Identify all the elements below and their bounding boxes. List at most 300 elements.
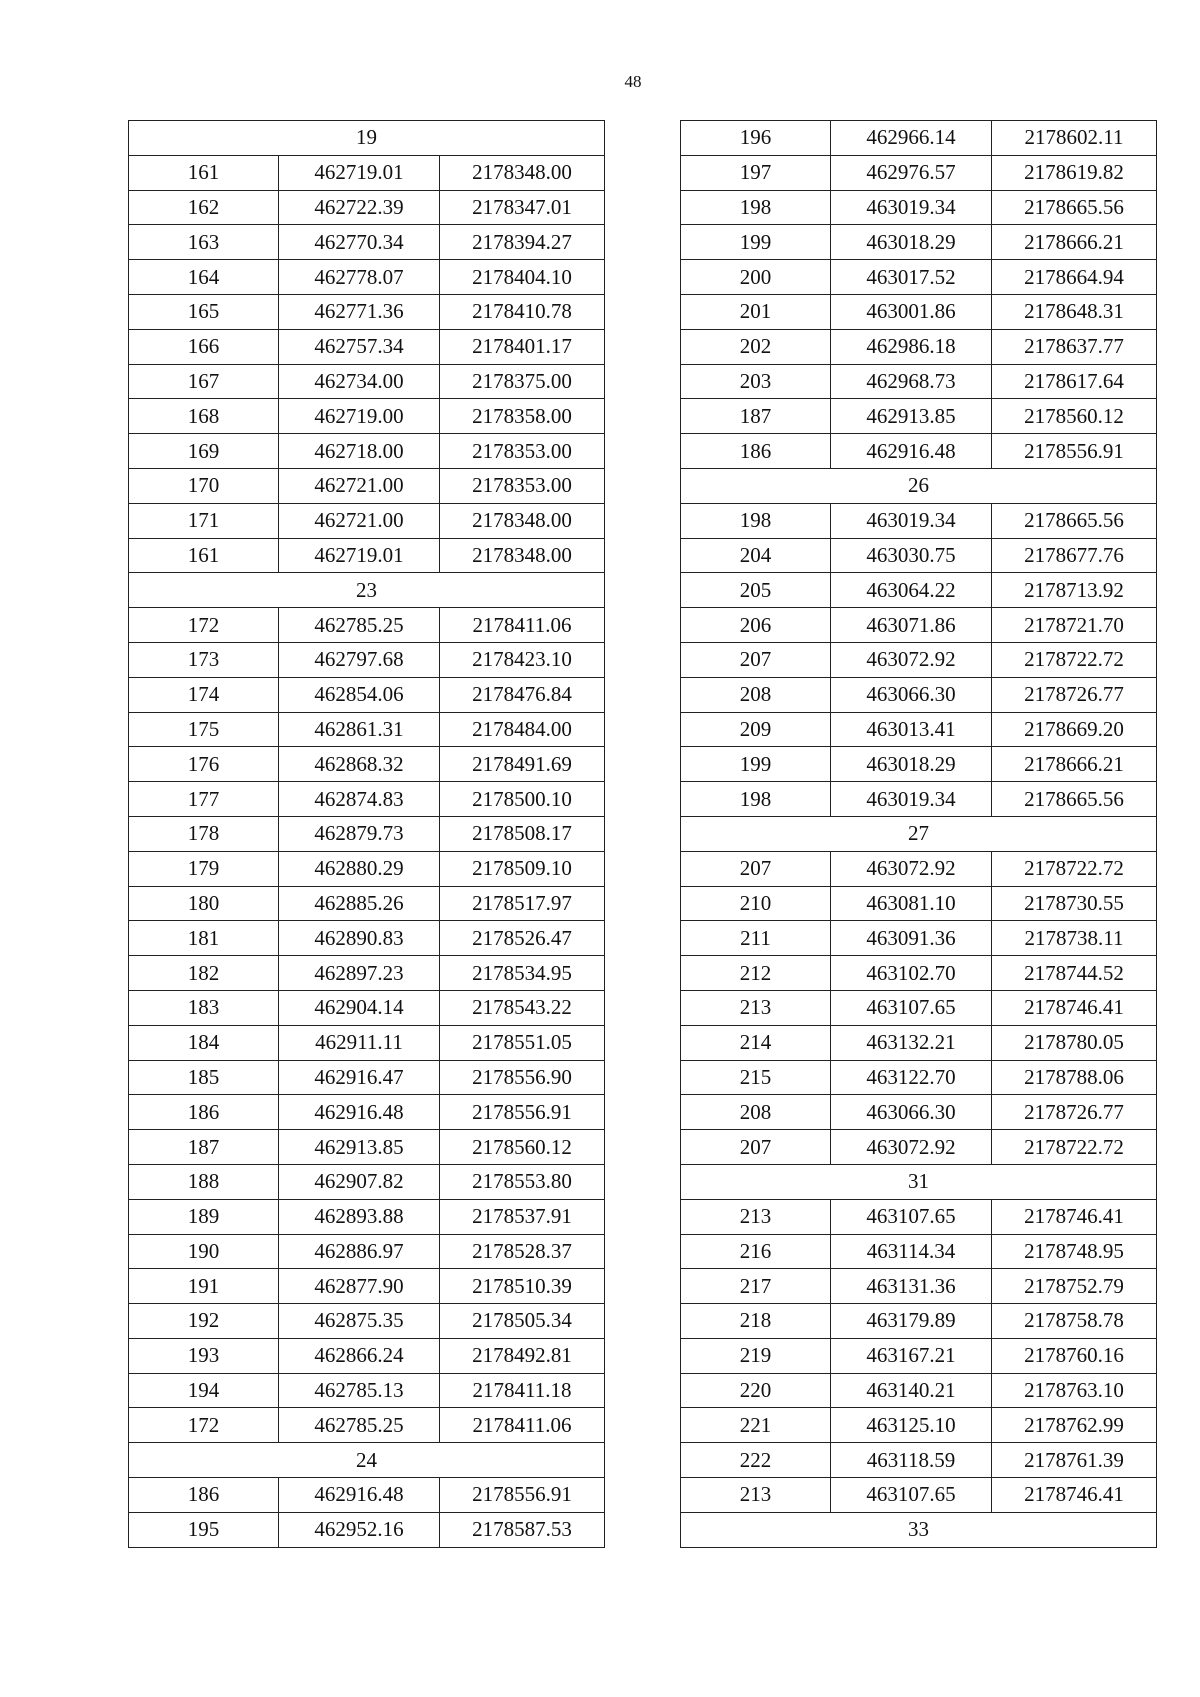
table-row — [129, 1060, 605, 1095]
point-id-cell: 207 — [681, 642, 831, 677]
x-coordinate-cell: 463107.65 — [831, 990, 992, 1025]
table-row — [129, 155, 605, 190]
table-row — [129, 1025, 605, 1060]
y-coordinate-cell: 2178780.05 — [992, 1025, 1157, 1060]
point-id-cell: 211 — [681, 921, 831, 956]
table-row — [681, 677, 1157, 712]
x-coordinate-cell: 463018.29 — [831, 747, 992, 782]
y-coordinate-cell: 2178543.22 — [440, 990, 605, 1025]
point-id-cell: 201 — [681, 294, 831, 329]
y-coordinate-cell: 2178761.39 — [992, 1443, 1157, 1478]
point-id-cell: 207 — [681, 1130, 831, 1165]
table-row — [681, 294, 1157, 329]
table-row — [681, 642, 1157, 677]
point-id-cell: 192 — [129, 1304, 279, 1339]
x-coordinate-cell: 463122.70 — [831, 1060, 992, 1095]
y-coordinate-cell: 2178491.69 — [440, 747, 605, 782]
x-coordinate-cell: 462785.25 — [279, 608, 440, 643]
point-id-cell: 198 — [681, 190, 831, 225]
table-row — [681, 538, 1157, 573]
point-id-cell: 221 — [681, 1408, 831, 1443]
table-row — [681, 364, 1157, 399]
x-coordinate-cell: 463018.29 — [831, 225, 992, 260]
section-header-row — [129, 573, 605, 608]
table-row — [681, 990, 1157, 1025]
table-row — [681, 573, 1157, 608]
table-row — [681, 851, 1157, 886]
point-id-cell: 200 — [681, 260, 831, 295]
x-coordinate-cell: 463179.89 — [831, 1304, 992, 1339]
y-coordinate-cell: 2178637.77 — [992, 329, 1157, 364]
y-coordinate-cell: 2178556.90 — [440, 1060, 605, 1095]
y-coordinate-cell: 2178509.10 — [440, 851, 605, 886]
x-coordinate-cell: 462916.47 — [279, 1060, 440, 1095]
point-id-cell: 183 — [129, 990, 279, 1025]
x-coordinate-cell: 463132.21 — [831, 1025, 992, 1060]
point-id-cell: 167 — [129, 364, 279, 399]
table-row — [129, 1269, 605, 1304]
table-row — [681, 1095, 1157, 1130]
x-coordinate-cell: 463091.36 — [831, 921, 992, 956]
x-coordinate-cell: 462778.07 — [279, 260, 440, 295]
table-row — [129, 608, 605, 643]
y-coordinate-cell: 2178587.53 — [440, 1512, 605, 1547]
x-coordinate-cell: 462893.88 — [279, 1199, 440, 1234]
x-coordinate-cell: 462879.73 — [279, 816, 440, 851]
table-row — [129, 1164, 605, 1199]
y-coordinate-cell: 2178347.01 — [440, 190, 605, 225]
point-id-cell: 212 — [681, 956, 831, 991]
table-row — [129, 747, 605, 782]
table-row — [681, 886, 1157, 921]
x-coordinate-cell: 462904.14 — [279, 990, 440, 1025]
x-coordinate-cell: 462718.00 — [279, 434, 440, 469]
point-id-cell: 196 — [681, 121, 831, 156]
point-id-cell: 213 — [681, 990, 831, 1025]
y-coordinate-cell: 2178556.91 — [992, 434, 1157, 469]
x-coordinate-cell: 463072.92 — [831, 1130, 992, 1165]
table-row — [681, 1478, 1157, 1513]
x-coordinate-cell: 463066.30 — [831, 677, 992, 712]
y-coordinate-cell: 2178560.12 — [992, 399, 1157, 434]
y-coordinate-cell: 2178746.41 — [992, 1199, 1157, 1234]
section-number: 31 — [681, 1164, 1157, 1199]
x-coordinate-cell: 462952.16 — [279, 1512, 440, 1547]
x-coordinate-cell: 462866.24 — [279, 1338, 440, 1373]
y-coordinate-cell: 2178648.31 — [992, 294, 1157, 329]
point-id-cell: 222 — [681, 1443, 831, 1478]
y-coordinate-cell: 2178666.21 — [992, 747, 1157, 782]
point-id-cell: 191 — [129, 1269, 279, 1304]
point-id-cell: 202 — [681, 329, 831, 364]
y-coordinate-cell: 2178760.16 — [992, 1338, 1157, 1373]
x-coordinate-cell: 463030.75 — [831, 538, 992, 573]
table-row — [129, 816, 605, 851]
x-coordinate-cell: 462861.31 — [279, 712, 440, 747]
point-id-cell: 180 — [129, 886, 279, 921]
point-id-cell: 166 — [129, 329, 279, 364]
coordinate-table-right — [680, 120, 1157, 1548]
point-id-cell: 193 — [129, 1338, 279, 1373]
y-coordinate-cell: 2178526.47 — [440, 921, 605, 956]
point-id-cell: 198 — [681, 782, 831, 817]
table-row — [129, 329, 605, 364]
point-id-cell: 207 — [681, 851, 831, 886]
y-coordinate-cell: 2178508.17 — [440, 816, 605, 851]
x-coordinate-cell: 462722.39 — [279, 190, 440, 225]
table-row — [681, 1234, 1157, 1269]
x-coordinate-cell: 462874.83 — [279, 782, 440, 817]
table-row — [681, 956, 1157, 991]
y-coordinate-cell: 2178553.80 — [440, 1164, 605, 1199]
point-id-cell: 208 — [681, 677, 831, 712]
y-coordinate-cell: 2178348.00 — [440, 503, 605, 538]
y-coordinate-cell: 2178746.41 — [992, 1478, 1157, 1513]
point-id-cell: 197 — [681, 155, 831, 190]
x-coordinate-cell: 463107.65 — [831, 1478, 992, 1513]
point-id-cell: 189 — [129, 1199, 279, 1234]
y-coordinate-cell: 2178722.72 — [992, 642, 1157, 677]
x-coordinate-cell: 462911.11 — [279, 1025, 440, 1060]
x-coordinate-cell: 463167.21 — [831, 1338, 992, 1373]
table-row — [681, 155, 1157, 190]
x-coordinate-cell: 462880.29 — [279, 851, 440, 886]
table-row — [129, 782, 605, 817]
table-row — [129, 1512, 605, 1547]
y-coordinate-cell: 2178748.95 — [992, 1234, 1157, 1269]
table-row — [129, 851, 605, 886]
y-coordinate-cell: 2178476.84 — [440, 677, 605, 712]
page-number: 48 — [624, 72, 642, 91]
table-row — [681, 1130, 1157, 1165]
table-row — [129, 1304, 605, 1339]
x-coordinate-cell: 462785.25 — [279, 1408, 440, 1443]
y-coordinate-cell: 2178348.00 — [440, 155, 605, 190]
y-coordinate-cell: 2178375.00 — [440, 364, 605, 399]
y-coordinate-cell: 2178763.10 — [992, 1373, 1157, 1408]
y-coordinate-cell: 2178423.10 — [440, 642, 605, 677]
table-row — [681, 399, 1157, 434]
x-coordinate-cell: 463140.21 — [831, 1373, 992, 1408]
table-row — [681, 712, 1157, 747]
x-coordinate-cell: 463131.36 — [831, 1269, 992, 1304]
x-coordinate-cell: 462968.73 — [831, 364, 992, 399]
y-coordinate-cell: 2178758.78 — [992, 1304, 1157, 1339]
x-coordinate-cell: 462868.32 — [279, 747, 440, 782]
y-coordinate-cell: 2178560.12 — [440, 1130, 605, 1165]
y-coordinate-cell: 2178505.34 — [440, 1304, 605, 1339]
y-coordinate-cell: 2178358.00 — [440, 399, 605, 434]
x-coordinate-cell: 462877.90 — [279, 1269, 440, 1304]
table-row — [681, 1304, 1157, 1339]
section-header-row — [681, 468, 1157, 503]
y-coordinate-cell: 2178738.11 — [992, 921, 1157, 956]
table-row — [129, 190, 605, 225]
x-coordinate-cell: 462916.48 — [279, 1095, 440, 1130]
y-coordinate-cell: 2178726.77 — [992, 1095, 1157, 1130]
y-coordinate-cell: 2178500.10 — [440, 782, 605, 817]
point-id-cell: 194 — [129, 1373, 279, 1408]
x-coordinate-cell: 463001.86 — [831, 294, 992, 329]
section-number: 23 — [129, 573, 605, 608]
point-id-cell: 216 — [681, 1234, 831, 1269]
point-id-cell: 161 — [129, 155, 279, 190]
table-row — [681, 503, 1157, 538]
x-coordinate-cell: 463125.10 — [831, 1408, 992, 1443]
section-number: 27 — [681, 816, 1157, 851]
table-row — [129, 1478, 605, 1513]
y-coordinate-cell: 2178713.92 — [992, 573, 1157, 608]
y-coordinate-cell: 2178401.17 — [440, 329, 605, 364]
point-id-cell: 173 — [129, 642, 279, 677]
point-id-cell: 186 — [129, 1478, 279, 1513]
point-id-cell: 161 — [129, 538, 279, 573]
y-coordinate-cell: 2178528.37 — [440, 1234, 605, 1269]
y-coordinate-cell: 2178726.77 — [992, 677, 1157, 712]
coordinate-table-left — [128, 120, 605, 1548]
x-coordinate-cell: 463107.65 — [831, 1199, 992, 1234]
x-coordinate-cell: 463072.92 — [831, 642, 992, 677]
point-id-cell: 217 — [681, 1269, 831, 1304]
y-coordinate-cell: 2178619.82 — [992, 155, 1157, 190]
table-row — [129, 886, 605, 921]
y-coordinate-cell: 2178722.72 — [992, 1130, 1157, 1165]
y-coordinate-cell: 2178602.11 — [992, 121, 1157, 156]
table-row — [681, 1025, 1157, 1060]
table-row — [681, 434, 1157, 469]
point-id-cell: 162 — [129, 190, 279, 225]
y-coordinate-cell: 2178721.70 — [992, 608, 1157, 643]
point-id-cell: 213 — [681, 1478, 831, 1513]
table-row — [681, 1443, 1157, 1478]
x-coordinate-cell: 463019.34 — [831, 782, 992, 817]
y-coordinate-cell: 2178730.55 — [992, 886, 1157, 921]
x-coordinate-cell: 462886.97 — [279, 1234, 440, 1269]
y-coordinate-cell: 2178394.27 — [440, 225, 605, 260]
point-id-cell: 184 — [129, 1025, 279, 1060]
table-row — [129, 642, 605, 677]
x-coordinate-cell: 463019.34 — [831, 503, 992, 538]
y-coordinate-cell: 2178664.94 — [992, 260, 1157, 295]
table-row — [129, 468, 605, 503]
table-row — [129, 990, 605, 1025]
y-coordinate-cell: 2178669.20 — [992, 712, 1157, 747]
y-coordinate-cell: 2178534.95 — [440, 956, 605, 991]
x-coordinate-cell: 462913.85 — [279, 1130, 440, 1165]
point-id-cell: 176 — [129, 747, 279, 782]
table-row — [129, 956, 605, 991]
section-header-row — [681, 1512, 1157, 1547]
x-coordinate-cell: 462757.34 — [279, 329, 440, 364]
point-id-cell: 172 — [129, 608, 279, 643]
x-coordinate-cell: 462885.26 — [279, 886, 440, 921]
table-row — [129, 1338, 605, 1373]
section-header-row — [681, 816, 1157, 851]
x-coordinate-cell: 462875.35 — [279, 1304, 440, 1339]
table-row — [129, 260, 605, 295]
point-id-cell: 178 — [129, 816, 279, 851]
y-coordinate-cell: 2178556.91 — [440, 1095, 605, 1130]
point-id-cell: 220 — [681, 1373, 831, 1408]
table-row — [681, 1408, 1157, 1443]
y-coordinate-cell: 2178353.00 — [440, 468, 605, 503]
y-coordinate-cell: 2178665.56 — [992, 190, 1157, 225]
y-coordinate-cell: 2178411.06 — [440, 1408, 605, 1443]
point-id-cell: 215 — [681, 1060, 831, 1095]
table-row — [129, 1373, 605, 1408]
point-id-cell: 177 — [129, 782, 279, 817]
table-row — [129, 225, 605, 260]
point-id-cell: 198 — [681, 503, 831, 538]
y-coordinate-cell: 2178762.99 — [992, 1408, 1157, 1443]
point-id-cell: 199 — [681, 225, 831, 260]
x-coordinate-cell: 462916.48 — [279, 1478, 440, 1513]
section-number: 26 — [681, 468, 1157, 503]
table-row — [681, 329, 1157, 364]
y-coordinate-cell: 2178677.76 — [992, 538, 1157, 573]
x-coordinate-cell: 462976.57 — [831, 155, 992, 190]
table-row — [129, 434, 605, 469]
point-id-cell: 175 — [129, 712, 279, 747]
table-row — [681, 121, 1157, 156]
section-number: 33 — [681, 1512, 1157, 1547]
section-number: 24 — [129, 1443, 605, 1478]
y-coordinate-cell: 2178353.00 — [440, 434, 605, 469]
table-row — [129, 677, 605, 712]
y-coordinate-cell: 2178484.00 — [440, 712, 605, 747]
y-coordinate-cell: 2178551.05 — [440, 1025, 605, 1060]
point-id-cell: 199 — [681, 747, 831, 782]
table-row — [681, 190, 1157, 225]
point-id-cell: 179 — [129, 851, 279, 886]
point-id-cell: 186 — [681, 434, 831, 469]
y-coordinate-cell: 2178411.06 — [440, 608, 605, 643]
point-id-cell: 181 — [129, 921, 279, 956]
point-id-cell: 186 — [129, 1095, 279, 1130]
table-row — [681, 921, 1157, 956]
x-coordinate-cell: 463072.92 — [831, 851, 992, 886]
x-coordinate-cell: 462771.36 — [279, 294, 440, 329]
point-id-cell: 165 — [129, 294, 279, 329]
y-coordinate-cell: 2178665.56 — [992, 782, 1157, 817]
x-coordinate-cell: 462890.83 — [279, 921, 440, 956]
point-id-cell: 163 — [129, 225, 279, 260]
x-coordinate-cell: 462734.00 — [279, 364, 440, 399]
x-coordinate-cell: 463118.59 — [831, 1443, 992, 1478]
point-id-cell: 219 — [681, 1338, 831, 1373]
y-coordinate-cell: 2178722.72 — [992, 851, 1157, 886]
x-coordinate-cell: 462966.14 — [831, 121, 992, 156]
point-id-cell: 170 — [129, 468, 279, 503]
table-row — [681, 1373, 1157, 1408]
y-coordinate-cell: 2178746.41 — [992, 990, 1157, 1025]
x-coordinate-cell: 462913.85 — [831, 399, 992, 434]
x-coordinate-cell: 462719.01 — [279, 538, 440, 573]
y-coordinate-cell: 2178744.52 — [992, 956, 1157, 991]
point-id-cell: 172 — [129, 1408, 279, 1443]
y-coordinate-cell: 2178752.79 — [992, 1269, 1157, 1304]
x-coordinate-cell: 463017.52 — [831, 260, 992, 295]
table-row — [129, 503, 605, 538]
point-id-cell: 185 — [129, 1060, 279, 1095]
table-row — [129, 1234, 605, 1269]
point-id-cell: 174 — [129, 677, 279, 712]
x-coordinate-cell: 462785.13 — [279, 1373, 440, 1408]
x-coordinate-cell: 462719.01 — [279, 155, 440, 190]
x-coordinate-cell: 462719.00 — [279, 399, 440, 434]
table-row — [681, 747, 1157, 782]
table-row — [681, 1199, 1157, 1234]
x-coordinate-cell: 462907.82 — [279, 1164, 440, 1199]
point-id-cell: 171 — [129, 503, 279, 538]
x-coordinate-cell: 463114.34 — [831, 1234, 992, 1269]
x-coordinate-cell: 463019.34 — [831, 190, 992, 225]
section-number: 19 — [129, 121, 605, 156]
y-coordinate-cell: 2178492.81 — [440, 1338, 605, 1373]
y-coordinate-cell: 2178404.10 — [440, 260, 605, 295]
table-row — [681, 1269, 1157, 1304]
x-coordinate-cell: 462770.34 — [279, 225, 440, 260]
y-coordinate-cell: 2178617.64 — [992, 364, 1157, 399]
y-coordinate-cell: 2178556.91 — [440, 1478, 605, 1513]
point-id-cell: 168 — [129, 399, 279, 434]
section-header-row — [129, 1443, 605, 1478]
x-coordinate-cell: 463066.30 — [831, 1095, 992, 1130]
table-row — [129, 921, 605, 956]
table-row — [681, 1060, 1157, 1095]
x-coordinate-cell: 462986.18 — [831, 329, 992, 364]
table-row — [129, 294, 605, 329]
table-row — [681, 260, 1157, 295]
point-id-cell: 205 — [681, 573, 831, 608]
table-row — [129, 1095, 605, 1130]
section-header-row — [681, 1164, 1157, 1199]
table-row — [129, 538, 605, 573]
point-id-cell: 210 — [681, 886, 831, 921]
point-id-cell: 208 — [681, 1095, 831, 1130]
table-row — [681, 782, 1157, 817]
table-row — [681, 608, 1157, 643]
point-id-cell: 209 — [681, 712, 831, 747]
point-id-cell: 169 — [129, 434, 279, 469]
x-coordinate-cell: 463102.70 — [831, 956, 992, 991]
x-coordinate-cell: 462721.00 — [279, 468, 440, 503]
table-row — [681, 225, 1157, 260]
y-coordinate-cell: 2178411.18 — [440, 1373, 605, 1408]
point-id-cell: 187 — [681, 399, 831, 434]
point-id-cell: 164 — [129, 260, 279, 295]
y-coordinate-cell: 2178666.21 — [992, 225, 1157, 260]
x-coordinate-cell: 462721.00 — [279, 503, 440, 538]
x-coordinate-cell: 463081.10 — [831, 886, 992, 921]
y-coordinate-cell: 2178517.97 — [440, 886, 605, 921]
point-id-cell: 214 — [681, 1025, 831, 1060]
x-coordinate-cell: 462916.48 — [831, 434, 992, 469]
table-row — [129, 1408, 605, 1443]
x-coordinate-cell: 462897.23 — [279, 956, 440, 991]
table-row — [129, 1199, 605, 1234]
point-id-cell: 206 — [681, 608, 831, 643]
point-id-cell: 195 — [129, 1512, 279, 1547]
x-coordinate-cell: 462797.68 — [279, 642, 440, 677]
x-coordinate-cell: 462854.06 — [279, 677, 440, 712]
x-coordinate-cell: 463064.22 — [831, 573, 992, 608]
point-id-cell: 190 — [129, 1234, 279, 1269]
section-header-row — [129, 121, 605, 156]
point-id-cell: 218 — [681, 1304, 831, 1339]
table-row — [681, 1338, 1157, 1373]
point-id-cell: 203 — [681, 364, 831, 399]
